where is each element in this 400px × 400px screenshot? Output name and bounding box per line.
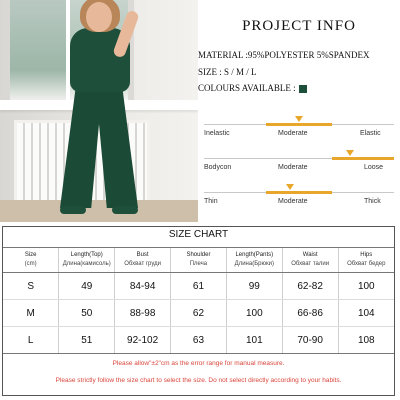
scale-label: Loose [364, 164, 384, 171]
scale-label: Bodycon [204, 164, 232, 171]
column-header: Bust Обхват груди [115, 248, 171, 273]
table-cell: 50 [59, 300, 115, 327]
product-photo [0, 0, 198, 222]
table-cell: 104 [338, 300, 394, 327]
colours-spec [198, 83, 307, 93]
table-cell: 62 [171, 300, 227, 327]
measure-note: Please allow"±2"cm as the error range for manual measure. [112, 360, 285, 367]
column-header: Length(Pants) Длина(Брюки) [226, 248, 282, 273]
size-spec: SIZE : S / M / L [198, 67, 257, 77]
column-header: Shoulder Плеча [171, 248, 227, 273]
table-row [3, 300, 394, 327]
scale-label: Moderate [278, 164, 308, 171]
table-cell: 70-90 [282, 327, 338, 354]
elasticity-marker [295, 116, 303, 122]
table-cell: 62-82 [282, 273, 338, 300]
thickness-scale [204, 186, 394, 212]
fit-scale [204, 152, 394, 178]
table-row [3, 327, 394, 354]
column-header: Hips Обхват бедер [338, 248, 394, 273]
table-row [3, 273, 394, 300]
table-cell: 61 [171, 273, 227, 300]
table-cell: 108 [338, 327, 394, 354]
material-spec: MATERIAL :95%POLYESTER 5%SPANDEX [198, 50, 370, 60]
size-table [3, 247, 394, 354]
size-chart [2, 226, 395, 396]
column-header: Waist Обхват талии [282, 248, 338, 273]
size-advice-note: Please strictly follow the size chart to select the size. Do not select directly according to your habits. [55, 377, 342, 384]
table-cell: L [3, 327, 59, 354]
table-cell: 99 [226, 273, 282, 300]
size-chart-title: SIZE CHART [168, 229, 229, 240]
column-header: Size (cm) [3, 248, 59, 273]
column-header: Length(Top) Длина(камисоль) [59, 248, 115, 273]
colour-swatch-green [299, 85, 307, 93]
table-cell: 66-86 [282, 300, 338, 327]
table-cell: 51 [59, 327, 115, 354]
table-cell: S [3, 273, 59, 300]
project-info-title: PROJECT INFO [242, 18, 356, 34]
table-cell: 100 [338, 273, 394, 300]
colours-label: COLOURS AVAILABLE : [198, 83, 296, 93]
scale-label: Moderate [278, 130, 308, 137]
table-cell: 92-102 [115, 327, 171, 354]
table-cell: M [3, 300, 59, 327]
elasticity-scale [204, 118, 394, 144]
thickness-marker [286, 184, 294, 190]
table-cell: 63 [171, 327, 227, 354]
table-cell: 101 [226, 327, 282, 354]
table-cell: 84-94 [115, 273, 171, 300]
scale-label: Thin [204, 198, 218, 205]
scale-label: Inelastic [204, 130, 230, 137]
table-cell: 100 [226, 300, 282, 327]
table-cell: 88-98 [115, 300, 171, 327]
scale-label: Moderate [278, 198, 308, 205]
size-table-header [3, 248, 394, 273]
fit-marker [346, 150, 354, 156]
scale-label: Elastic [360, 130, 381, 137]
scale-label: Thick [364, 198, 381, 205]
table-cell: 49 [59, 273, 115, 300]
